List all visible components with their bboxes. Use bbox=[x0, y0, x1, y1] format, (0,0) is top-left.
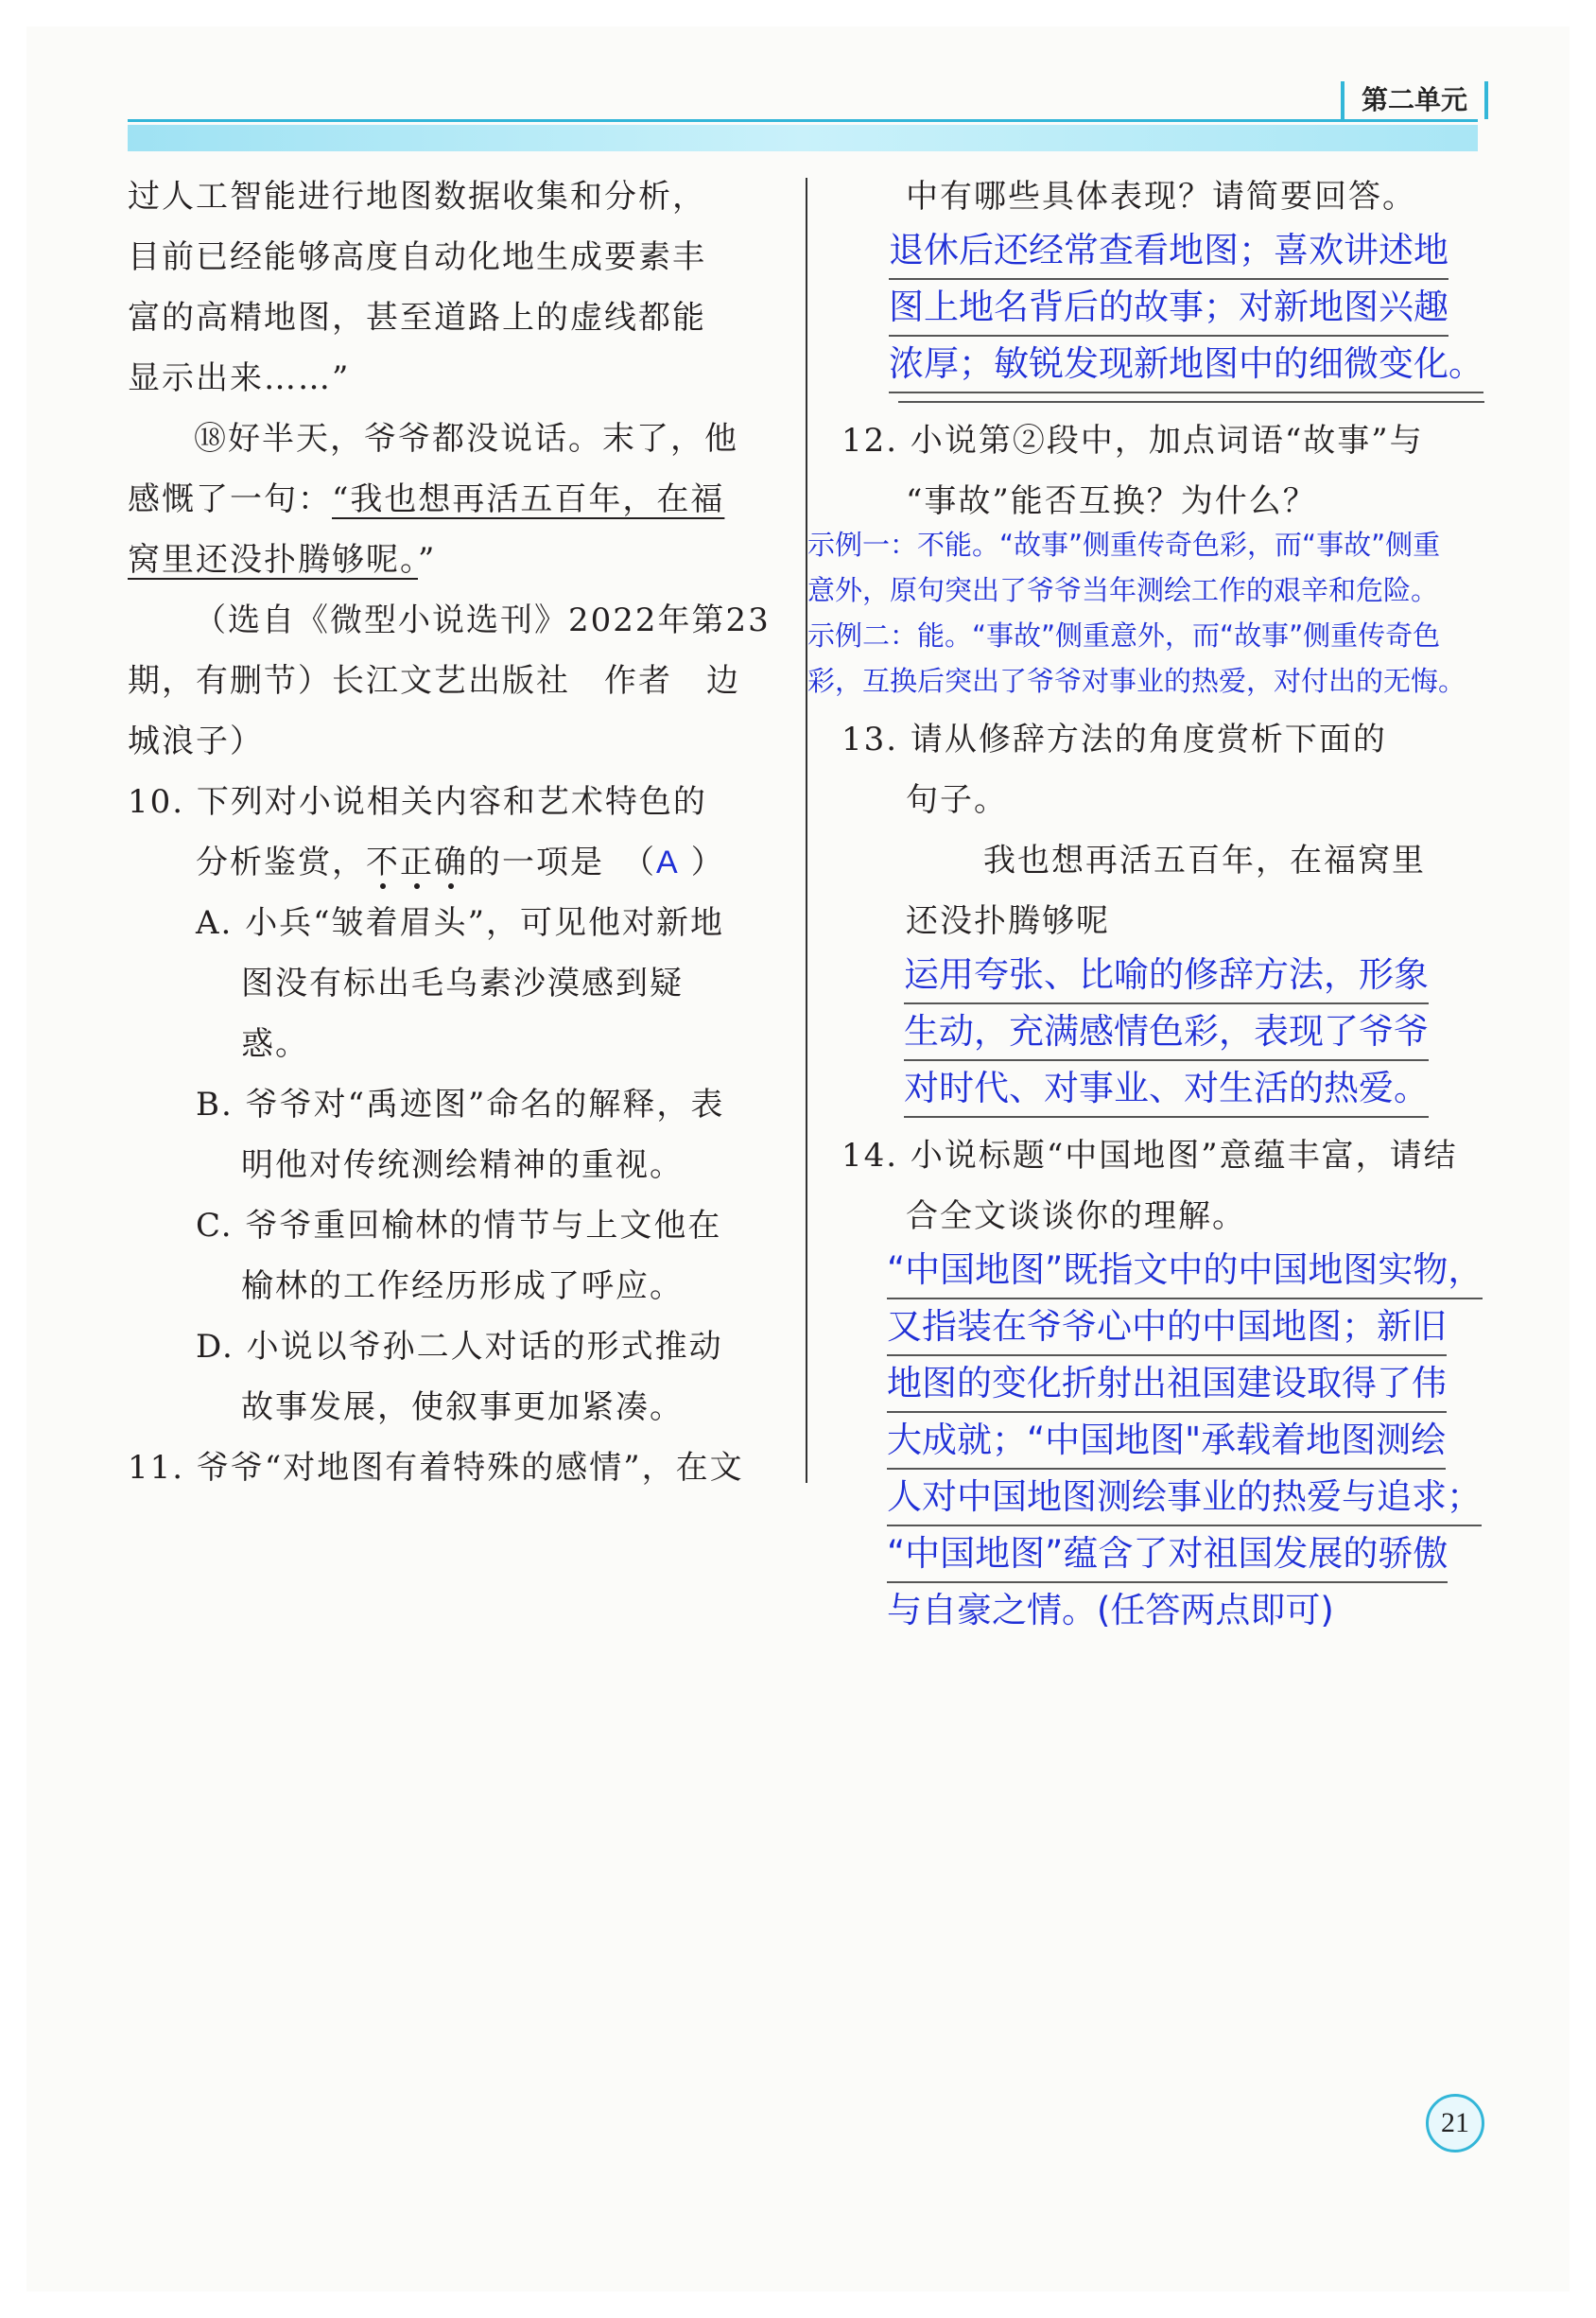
option-a: A. 小兵“皱着眉头”，可见他对新地 图没有标出毛乌素沙漠感到疑 惑。 bbox=[196, 904, 724, 1063]
header-rule bbox=[128, 119, 1478, 122]
underlined-quote: 窝里还没扑腾够呢。 bbox=[128, 541, 418, 579]
question-13-stem: 句子。 bbox=[906, 781, 1008, 819]
paragraph-18-line: 窝里还没扑腾够呢。” bbox=[128, 541, 437, 579]
answer-line: 图上地名背后的故事；对新地图兴趣 bbox=[889, 280, 1449, 337]
emphasis-dot-char: 不 bbox=[366, 844, 400, 881]
option-label: D. bbox=[196, 1328, 234, 1366]
question-12-answer bbox=[807, 522, 1503, 704]
answer-blank-line bbox=[898, 393, 1484, 403]
question-13-quote: 我也想再活五百年，在福窝里 bbox=[983, 842, 1426, 880]
question-12-stem: 12. 小说第②段中，加点词语“故事”与 bbox=[841, 422, 1424, 460]
answer-line: 彩，互换后突出了爷爷对事业的热爱，对付出的无悔。 bbox=[807, 665, 1466, 697]
answer-line: 地图的变化折射出祖国建设取得了伟 bbox=[887, 1356, 1447, 1413]
passage-line: 富的高精地图，甚至道路上的虚线都能 bbox=[128, 299, 706, 337]
answer-line: 又指装在爷爷心中的中国地图；新旧 bbox=[887, 1299, 1447, 1356]
emphasis-dot-char: 确 bbox=[434, 844, 468, 881]
paragraph-18-line: ⑱好半天，爷爷都没说话。末了，他 bbox=[194, 420, 738, 458]
left-column bbox=[128, 166, 780, 1498]
answer-line: 意外，原句突出了爷爷当年测绘工作的艰辛和危险。 bbox=[807, 574, 1439, 606]
answer-line: 退休后还经常查看地图；喜欢讲述地 bbox=[889, 223, 1449, 280]
passage-line: 目前已经能够高度自动化地生成要素丰 bbox=[128, 238, 706, 276]
question-14-answer bbox=[841, 1243, 1503, 1638]
question-10-answer: A bbox=[656, 845, 680, 880]
answer-line: 运用夸张、比喻的修辞方法，形象 bbox=[904, 948, 1429, 1004]
header-band bbox=[128, 125, 1478, 151]
option-b: B. 爷爷对“禹迹图”命名的解释，表 明他对传统测绘精神的重视。 bbox=[196, 1086, 725, 1184]
page-number: 21 bbox=[1426, 2094, 1484, 2152]
answer-line: 示例二：能。“事故”侧重意外，而“故事”侧重传奇色 bbox=[807, 619, 1441, 652]
option-d: D. 小说以爷孙二人对话的形式推动 故事发展，使叙事更加紧凑。 bbox=[196, 1328, 723, 1426]
question-14-stem: 合全文谈谈你的理解。 bbox=[906, 1197, 1246, 1235]
option-label: A. bbox=[196, 904, 234, 942]
unit-label: 第二单元 bbox=[1341, 81, 1488, 119]
question-13-stem: 13. 请从修辞方法的角度赏析下面的 bbox=[841, 721, 1387, 758]
passage-line: 过人工智能进行地图数据收集和分析， bbox=[128, 178, 706, 216]
question-13-quote: 还没扑腾够呢 bbox=[906, 902, 1110, 940]
paragraph-18-line: 感慨了一句：“我也想再活五百年，在福 bbox=[128, 480, 725, 518]
question-10-stem: 分析鉴赏，不正确的一项是 （A ） bbox=[196, 844, 725, 881]
emphasis-dot-char: 正 bbox=[400, 844, 434, 881]
answer-line: 人对中国地图测绘事业的热爱与追求； bbox=[887, 1470, 1482, 1526]
answer-line: “中国地图”既指文中的中国地图实物， bbox=[887, 1243, 1483, 1299]
question-11-answer bbox=[841, 223, 1503, 393]
answer-line: 生动，充满感情色彩，表现了爷爷 bbox=[904, 1004, 1429, 1061]
source-citation: 城浪子） bbox=[128, 723, 264, 760]
question-12-stem: “事故”能否互换？为什么？ bbox=[906, 482, 1317, 520]
question-10-stem: 10. 下列对小说相关内容和艺术特色的 bbox=[128, 783, 707, 821]
question-13-answer bbox=[841, 948, 1503, 1118]
question-14-stem: 14. 小说标题“中国地图”意蕴丰富，请结 bbox=[841, 1137, 1458, 1175]
option-c: C. 爷爷重回榆林的情节与上文他在 榆林的工作经历形成了呼应。 bbox=[196, 1207, 722, 1305]
passage-line: 显示出来……” bbox=[128, 359, 351, 397]
option-label: B. bbox=[196, 1086, 234, 1124]
answer-line: 对时代、对事业、对生活的热爱。 bbox=[904, 1061, 1429, 1118]
source-citation: （选自《微型小说选刊》2022年第23 bbox=[194, 601, 771, 639]
answer-line: 与自豪之情。(任答两点即可) bbox=[887, 1590, 1334, 1630]
answer-line: 示例一：不能。“故事”侧重传奇色彩，而“事故”侧重 bbox=[807, 529, 1441, 561]
column-divider bbox=[806, 178, 807, 1483]
answer-line: 浓厚；敏锐发现新地图中的细微变化。 bbox=[889, 337, 1483, 393]
source-citation: 期，有删节）长江文艺出版社 作者 边 bbox=[128, 662, 740, 700]
question-11-stem: 11. 爷爷“对地图有着特殊的感情”，在文 bbox=[128, 1449, 744, 1487]
underlined-quote: “我也想再活五百年，在福 bbox=[332, 480, 725, 518]
answer-line: 大成就；“中国地图"承载着地图测绘 bbox=[887, 1413, 1446, 1470]
answer-line: “中国地图”蕴含了对祖国发展的骄傲 bbox=[887, 1526, 1448, 1583]
right-column bbox=[807, 166, 1503, 1638]
option-label: C. bbox=[196, 1207, 234, 1245]
question-11-stem: 中有哪些具体表现？请简要回答。 bbox=[906, 178, 1416, 216]
